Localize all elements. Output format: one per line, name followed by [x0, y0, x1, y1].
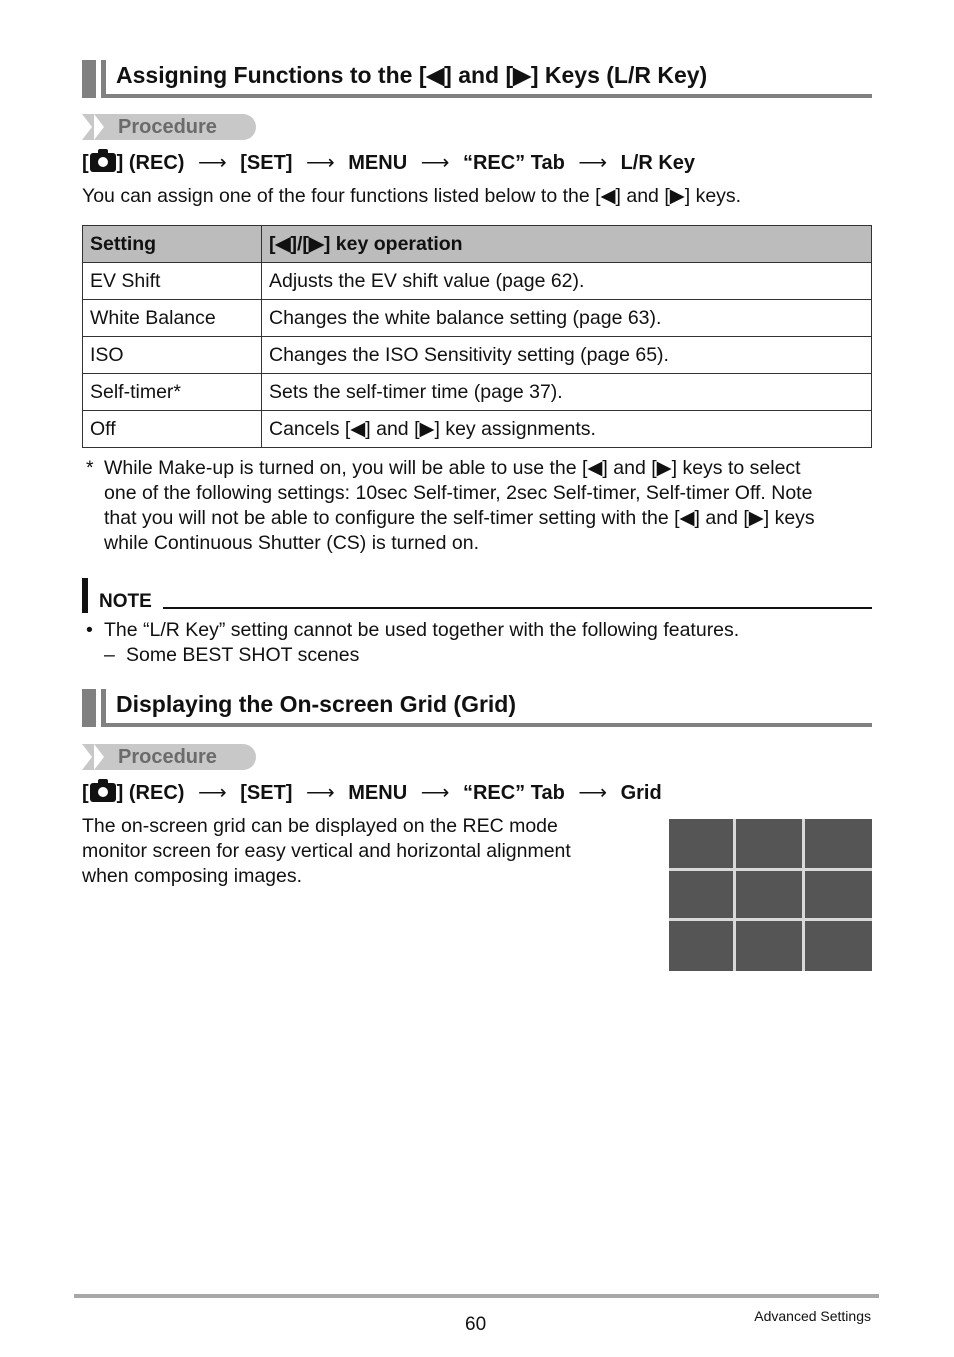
table-cell: Changes the ISO Sensitivity setting (page 65).	[262, 337, 872, 374]
footnote-line: while Continuous Shutter (CS) is turned on.	[104, 532, 480, 554]
right-arrow-icon: ⟶	[578, 782, 608, 804]
table-header: [◀]/[▶] key operation	[262, 226, 872, 263]
right-arrow-icon: ⟶	[420, 152, 450, 174]
intro-text: You can assign one of the four functions listed below to the [◀] and [▶] keys.	[82, 185, 742, 207]
heading-underline	[106, 723, 872, 727]
note-sub-item: Some BEST SHOT scenes	[126, 644, 360, 666]
grid-description-line: monitor screen for easy vertical and horizontal alignment	[82, 840, 571, 862]
footnote-line: that you will not be able to configure the self-timer setting with the [◀] and [▶] keys	[104, 507, 815, 529]
heading-bar	[82, 689, 96, 727]
right-arrow-icon: ⟶	[306, 782, 335, 804]
table-row	[83, 300, 872, 337]
dash-icon: –	[104, 644, 115, 666]
page-number: 60	[465, 1314, 487, 1335]
table-cell: Changes the white balance setting (page 63).	[262, 300, 872, 337]
right-arrow-icon: ⟶	[578, 152, 608, 174]
procedure-tag	[82, 744, 256, 770]
heading-bar-thin	[101, 689, 106, 727]
table-cell: Self-timer*	[83, 374, 262, 411]
grid-description-line: when composing images.	[82, 865, 303, 887]
path-menu: MENU	[348, 782, 408, 804]
section-heading-lr-key	[82, 60, 872, 98]
path-item: Grid	[620, 782, 662, 804]
camera-icon	[90, 783, 116, 802]
table-cell: Cancels [◀] and [▶] key assignments.	[262, 411, 872, 448]
menu-path: [ ] (REC) ⟶ [SET] ⟶ MENU ⟶ “REC” Tab ⟶ Grid	[82, 782, 662, 804]
procedure-label: Procedure	[118, 116, 217, 138]
heading-bar-thin	[101, 60, 106, 98]
table-row	[83, 374, 872, 411]
camera-icon	[90, 153, 116, 172]
section-heading-grid	[82, 689, 872, 727]
footnote-line: While Make-up is turned on, you will be able to use the [◀] and [▶] keys to select	[104, 457, 801, 479]
footnote-mark: *	[86, 457, 94, 479]
footer-rule	[74, 1294, 879, 1298]
table-cell: White Balance	[83, 300, 262, 337]
right-arrow-icon: ⟶	[198, 782, 227, 804]
table-cell: ISO	[83, 337, 262, 374]
table-cell: EV Shift	[83, 263, 262, 300]
right-arrow-icon: ⟶	[420, 782, 450, 804]
table-cell: Adjusts the EV shift value (page 62).	[262, 263, 872, 300]
table-cell: Sets the self-timer time (page 37).	[262, 374, 872, 411]
table-row	[83, 411, 872, 448]
grid-illustration	[669, 819, 872, 971]
procedure-tag	[82, 114, 256, 140]
table-row	[83, 263, 872, 300]
path-set: [SET]	[240, 782, 293, 804]
menu-path: [ ] (REC) ⟶ [SET] ⟶ MENU ⟶ “REC” Tab ⟶ L/R Key	[82, 152, 696, 174]
function-table	[82, 225, 872, 448]
path-tab: “REC” Tab	[462, 782, 565, 804]
right-arrow-icon: ⟶	[198, 152, 227, 174]
path-rec: ] (REC)	[116, 782, 185, 804]
note-item: The “L/R Key” setting cannot be used together with the following features.	[104, 619, 740, 641]
footnote-line: one of the following settings: 10sec Self-timer, 2sec Self-timer, Self-timer Off. Note	[104, 482, 813, 504]
path-set: [SET]	[240, 152, 293, 174]
path-rec: ] (REC)	[116, 152, 185, 174]
table-row	[83, 337, 872, 374]
heading-underline	[106, 94, 872, 98]
footer-section-name: Advanced Settings	[754, 1308, 871, 1324]
table-header: Setting	[83, 226, 262, 263]
section-title: Assigning Functions to the [◀] and [▶] Keys (L/R Key)	[116, 62, 708, 88]
path-item: L/R Key	[620, 152, 696, 174]
right-arrow-icon: ⟶	[306, 152, 335, 174]
path-tab: “REC” Tab	[462, 152, 565, 174]
note-bar	[82, 578, 88, 613]
grid-description-line: The on-screen grid can be displayed on the REC mode	[82, 815, 558, 837]
heading-bar	[82, 60, 96, 98]
note-rule	[163, 607, 872, 609]
section-title: Displaying the On-screen Grid (Grid)	[116, 691, 517, 717]
path-menu: MENU	[348, 152, 408, 174]
procedure-label: Procedure	[118, 746, 217, 768]
bullet-icon: •	[86, 619, 93, 641]
table-cell: Off	[83, 411, 262, 448]
note-label: NOTE	[99, 591, 152, 612]
table-header-row	[83, 226, 872, 263]
